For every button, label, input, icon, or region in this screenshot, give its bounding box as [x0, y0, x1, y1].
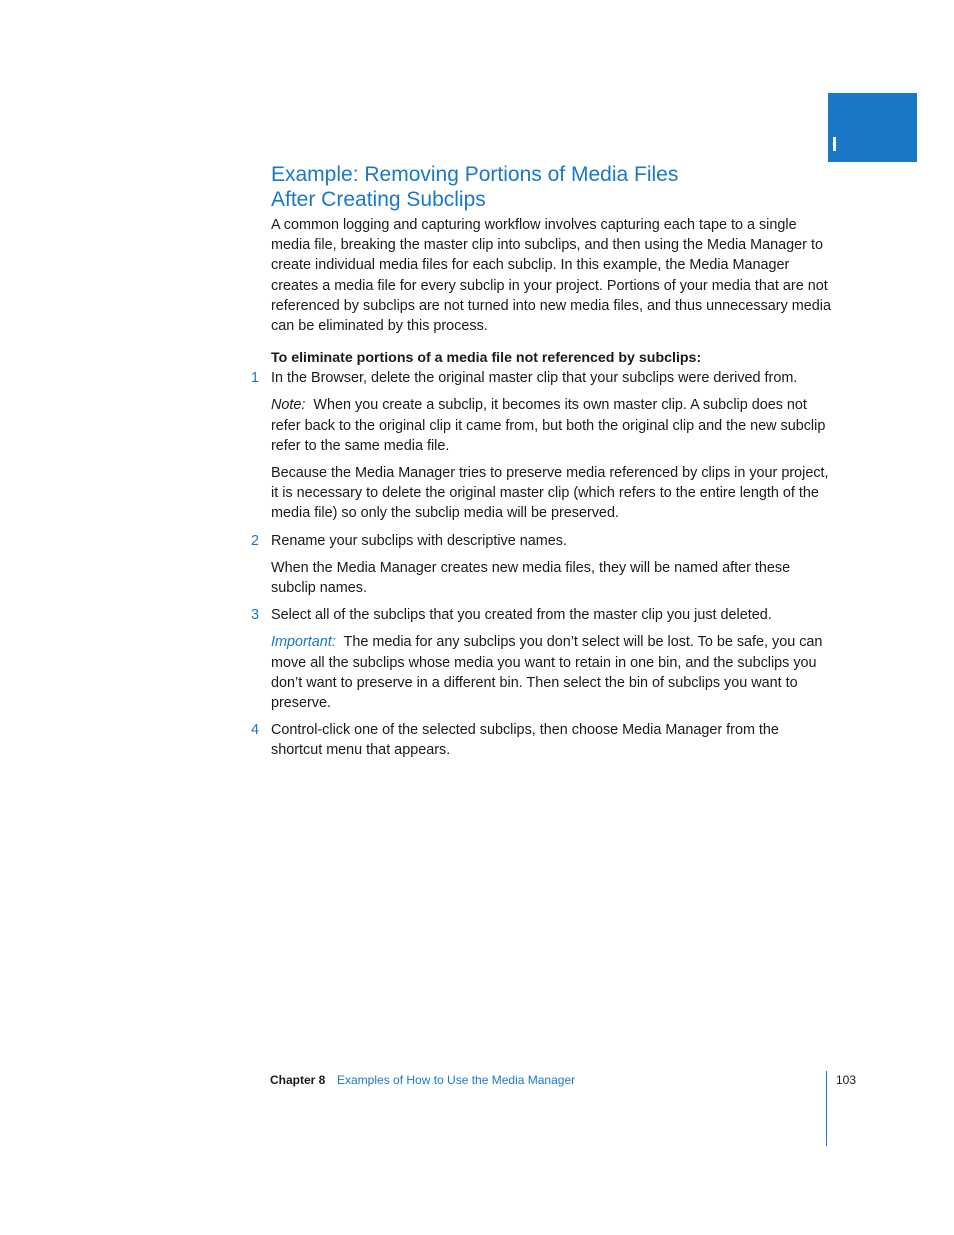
step-1-note	[271, 395, 831, 456]
note-text: When you create a subclip, it becomes its own master clip. A subclip does not refer back to the original clip it came from, but both the original clip and the new subclip refer to the same media file.	[271, 397, 826, 454]
footer-chapter-title: Examples of How to Use the Media Manager	[337, 1073, 576, 1087]
step-number: 4	[251, 722, 260, 739]
step-number: 1	[251, 370, 260, 387]
note-label: Note:	[271, 397, 306, 414]
step-text: In the Browser, delete the original master clip that your subclips were derived from.	[271, 370, 798, 387]
step-number: 2	[251, 532, 260, 549]
step-number: 3	[251, 607, 260, 624]
footer-divider	[826, 1071, 827, 1146]
footer-chapter-label: Chapter 8	[270, 1073, 326, 1087]
task-heading: To eliminate portions of a media file not referenced by subclips:	[271, 350, 702, 367]
chapter-tab	[828, 93, 917, 162]
step-2	[251, 531, 831, 551]
step-3-important	[271, 632, 831, 713]
section-heading	[271, 162, 831, 212]
step-1	[251, 368, 831, 388]
important-label: Important:	[271, 634, 336, 651]
step-2-followup: When the Media Manager creates new media files, they will be named after these subclip names.	[271, 559, 791, 597]
page-number: 103	[836, 1073, 857, 1087]
step-text: Select all of the subclips that you created from the master clip you just deleted.	[271, 607, 772, 624]
step-1-followup: Because the Media Manager tries to preserve media referenced by clips in your project, it is necessary to delete the original master clip (which refers to the entire length of the media file) so only the subclip media will be preserved.	[271, 465, 829, 522]
step-4	[251, 720, 831, 760]
chapter-tab-mark	[833, 137, 836, 151]
page-content	[251, 162, 831, 768]
intro-paragraph: A common logging and capturing workflow involves capturing each tape to a single media file, breaking the master clip into subclips, and then using the Media Manager to create individual media files for each subclip. In this example, the Media Manager creates a media file for every subclip in your project. Portions of your media that are not referenced by subclips are not turned into new media files, and thus unnecessary media can be eliminated by this process.	[271, 217, 831, 335]
important-text: The media for any subclips you don’t select will be lost. To be safe, you can move all the subclips whose media you want to retain in one bin, and the subclips you don’t want to preserve in a different bin. Then select the bin of subclips you want to preserve.	[271, 634, 823, 712]
step-text: Rename your subclips with descriptive names.	[271, 532, 567, 549]
step-text: Control-click one of the selected subclips, then choose Media Manager from the shortcut menu that appears.	[271, 722, 779, 759]
section-heading-line1: Example: Removing Portions of Media Files	[271, 163, 679, 186]
step-3	[251, 605, 831, 625]
section-heading-line2: After Creating Subclips	[271, 188, 486, 211]
